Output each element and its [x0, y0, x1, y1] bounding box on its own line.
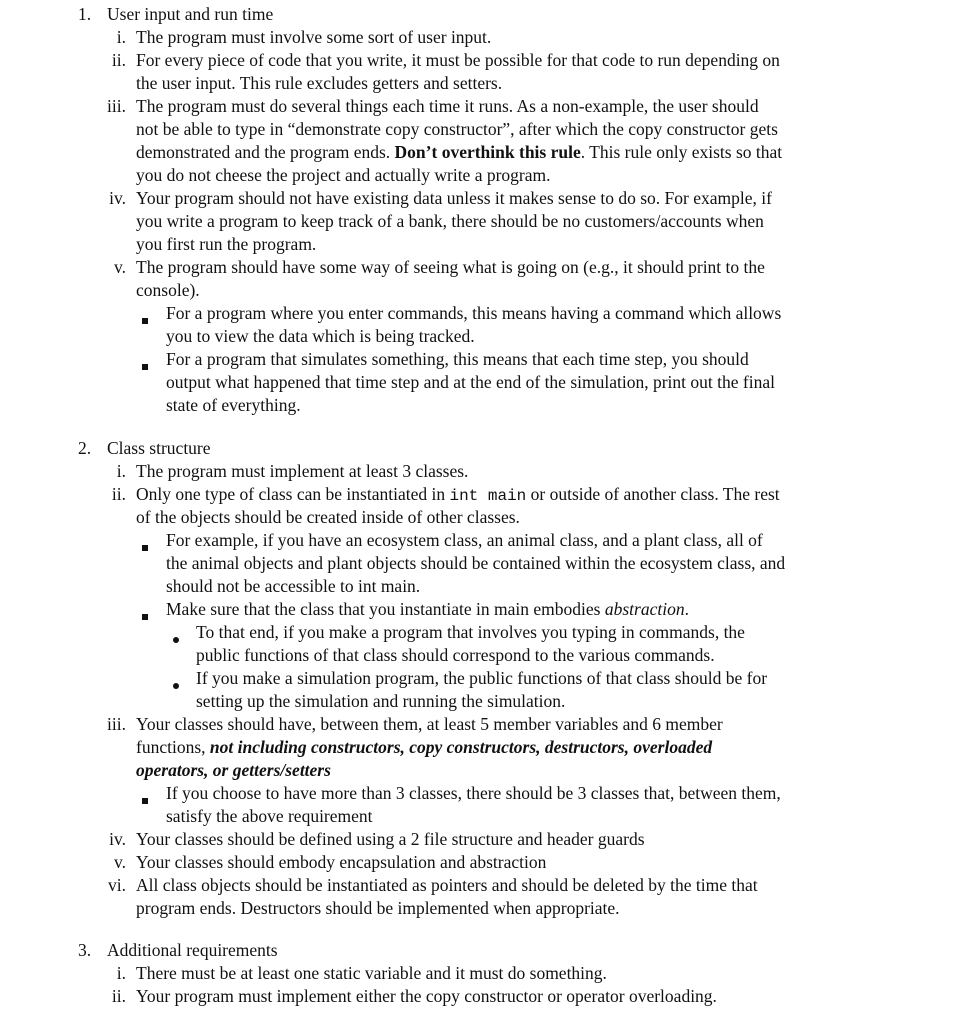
bullet-text: For a program that simulates something, this means that each time step, you should	[166, 349, 749, 369]
item-text-line	[136, 759, 331, 782]
item-text: All class objects should be instantiated as pointers and should be deleted by the time that	[136, 875, 758, 895]
item-label: v.	[114, 852, 126, 872]
square-bullet-icon	[142, 787, 148, 810]
item-text: For every piece of code that you write, it must be possible for that code to run depending on	[136, 50, 780, 70]
bullet-text: you to view the data which is being tracked.	[166, 326, 475, 346]
item-label: ii.	[111, 50, 126, 70]
section-1-title: User input and run time	[107, 4, 274, 24]
bold-emphasis: Don’t overthink this rule	[394, 142, 581, 162]
section-1-number: 1.	[78, 4, 92, 24]
item-text: you write a program to keep track of a bank, there should be no customers/accounts when	[136, 211, 764, 231]
item-label: ii.	[111, 986, 126, 1006]
bullet-text-line	[166, 598, 689, 621]
item-text: you first run the program.	[136, 234, 317, 254]
bullet-text: .	[684, 599, 689, 619]
item-text-line	[136, 483, 780, 508]
item-label: iii.	[107, 714, 126, 734]
item-text: not be able to type in “demonstrate copy constructor”, after which the copy constructor gets	[136, 119, 778, 139]
italic-emphasis: abstraction	[604, 599, 685, 619]
bullet-text: state of everything.	[166, 395, 301, 415]
item-text: demonstrated and the program ends.	[136, 142, 395, 162]
item-text: There must be at least one static variable and it must do something.	[136, 963, 607, 983]
inline-code: int main	[449, 487, 527, 505]
bullet-text: satisfy the above requirement	[166, 806, 373, 826]
item-text: The program must do several things each time it runs. As a non-example, the user should	[136, 96, 759, 116]
item-label: v.	[114, 257, 126, 277]
bullet-text: For example, if you have an ecosystem class, an animal class, and a plant class, all of	[166, 530, 763, 550]
item-label: iv.	[109, 188, 126, 208]
item-text: or outside of another class. The rest	[526, 484, 780, 504]
item-label: iii.	[107, 96, 126, 116]
item-text: console).	[136, 280, 200, 300]
item-label: i.	[116, 963, 126, 983]
item-text-line	[136, 736, 712, 759]
section-3-number: 3.	[78, 940, 92, 960]
sub-bullet-text: If you make a simulation program, the public functions of that class should be for	[196, 668, 768, 688]
bold-italic-emphasis: operators, or getters/setters	[136, 760, 331, 780]
bold-italic-emphasis: not including constructors, copy constructors, destructors, overloaded	[209, 737, 713, 757]
item-text: Your classes should be defined using a 2 file structure and header guards	[136, 829, 645, 849]
item-text: Your program should not have existing data unless it makes sense to do so. For example, if	[136, 188, 772, 208]
item-text: . This rule only exists so that	[580, 142, 783, 162]
item-label: vi.	[108, 875, 126, 895]
item-label: iv.	[109, 829, 126, 849]
item-text-line	[136, 141, 782, 164]
round-bullet-icon	[173, 672, 179, 695]
square-bullet-icon	[142, 307, 148, 330]
item-label: i.	[116, 461, 126, 481]
square-bullet-icon	[142, 353, 148, 376]
item-text: of the objects should be created inside of other classes.	[136, 507, 520, 527]
round-bullet-icon	[173, 626, 179, 649]
bullet-text: the animal objects and plant objects should be contained within the ecosystem class, and	[166, 553, 786, 573]
sub-bullet-text: public functions of that class should correspond to the various commands.	[196, 645, 715, 665]
item-text: Your program must implement either the copy constructor or operator overloading.	[136, 986, 717, 1006]
sub-bullet-text: To that end, if you make a program that involves you typing in commands, the	[196, 622, 745, 642]
square-bullet-icon	[142, 603, 148, 626]
item-text: Only one type of class can be instantiated in	[136, 484, 450, 504]
bullet-text: Make sure that the class that you instantiate in main embodies	[166, 599, 605, 619]
bullet-text: output what happened that time step and at the end of the simulation, print out the final	[166, 372, 775, 392]
item-text: you do not cheese the project and actually write a program.	[136, 165, 551, 185]
item-label: ii.	[111, 484, 126, 504]
section-2-title: Class structure	[107, 438, 211, 458]
item-text: The program must involve some sort of user input.	[136, 27, 492, 47]
item-text: the user input. This rule excludes getters and setters.	[136, 73, 503, 93]
bullet-text: For a program where you enter commands, this means having a command which allows	[166, 303, 782, 323]
item-text: program ends. Destructors should be implemented when appropriate.	[136, 898, 620, 918]
item-text: The program should have some way of seeing what is going on (e.g., it should print to the	[136, 257, 765, 277]
item-text: Your classes should embody encapsulation and abstraction	[136, 852, 547, 872]
bullet-text: If you choose to have more than 3 classes, there should be 3 classes that, between them,	[166, 783, 781, 803]
item-text: Your classes should have, between them, at least 5 member variables and 6 member	[136, 714, 723, 734]
bullet-text: should not be accessible to int main.	[166, 576, 421, 596]
square-bullet-icon	[142, 534, 148, 557]
sub-bullet-text: setting up the simulation and running the simulation.	[196, 691, 566, 711]
item-label: i.	[116, 27, 126, 47]
section-3-title: Additional requirements	[107, 940, 278, 960]
section-2-number: 2.	[78, 438, 92, 458]
item-text: The program must implement at least 3 classes.	[136, 461, 469, 481]
item-text: functions,	[136, 737, 210, 757]
